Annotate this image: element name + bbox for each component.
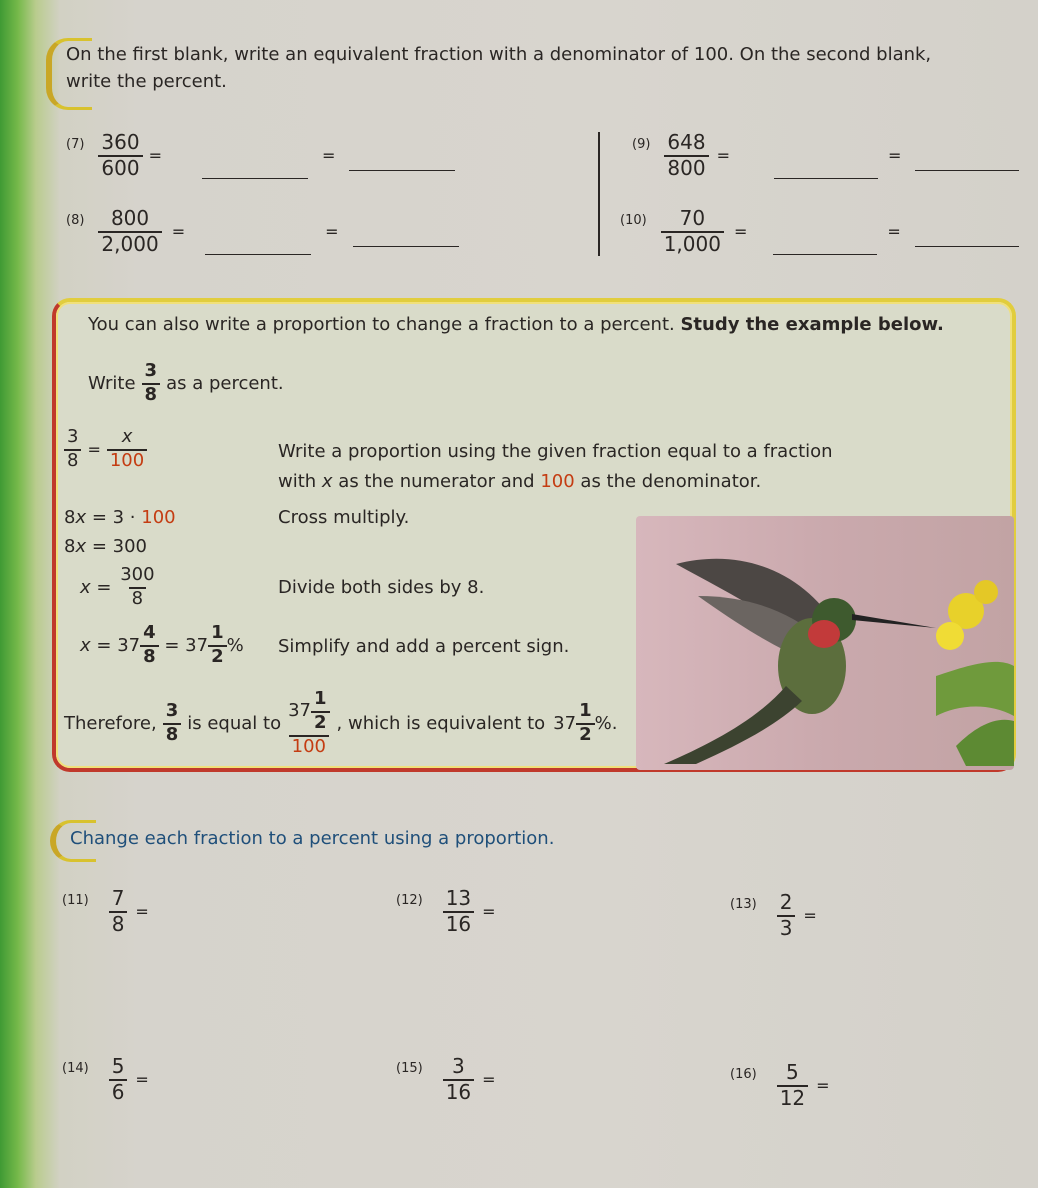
numerator: 3 [165,699,179,721]
fraction [661,208,724,255]
numerator: 7 [111,886,125,910]
fraction [107,428,147,471]
numerator: 5 [786,1060,799,1084]
numerator: x [121,426,133,447]
step3-equation: 8x = 300 [64,536,147,557]
problem-label: (8) [66,213,85,228]
equals-sign: = [816,1076,830,1095]
complex-fraction: 37 $\frac{1}{2}$ 100 [285,690,332,757]
equals-sign: = [803,906,817,925]
equals-sign: = [135,1070,149,1089]
answer-blank-percent[interactable] [915,246,1019,247]
denominator: 2 [576,723,595,745]
answer-blank-fraction[interactable] [205,254,311,255]
fraction [140,624,159,667]
problem-label: (16) [730,1067,757,1082]
intro-text: You can also write a proportion to change a fraction to a percent. [88,314,681,335]
conclusion: Therefore, $\frac{3}{8}$ is equal to 37 $\frac{1}{2}$ 100 , which is equivalent to 37 $\frac{1}{2}$ %. [64,688,618,757]
numerator: 2 [779,890,793,914]
equals-sign: = [325,222,339,241]
denominator: 800 [664,155,708,179]
answer-blank-percent[interactable] [353,246,459,247]
fraction [117,566,157,609]
problem-label: (12) [396,893,423,908]
instruction-line2: write the percent. [66,71,227,92]
fraction [576,699,595,745]
instruction-section1 [66,44,1026,92]
example-prompt [88,362,284,405]
denominator: 8 [64,449,81,471]
fraction [163,699,182,745]
step1-description [278,437,833,497]
denominator: 8 [142,383,161,405]
denominator: 1,000 [661,231,724,255]
answer-blank-fraction[interactable] [774,178,878,179]
problem-8 [66,208,459,255]
denominator: 2 [208,645,227,667]
example-intro [88,314,944,335]
numerator: 300 [120,564,155,585]
numerator: 360 [101,130,140,154]
fraction [664,132,708,179]
problem-15 [396,1056,496,1103]
answer-blank-fraction[interactable] [202,178,308,179]
numerator: 1 [211,622,224,643]
equals-sign: = [888,146,902,165]
step4-description: Divide both sides by 8. [278,577,485,598]
step5-description: Simplify and add a percent sign. [278,636,570,657]
problem-14 [62,1056,149,1103]
column-divider [598,132,600,256]
step2-description: Cross multiply. [278,507,410,528]
numerator: 3 [67,426,79,447]
problem-16 [730,1062,830,1109]
hummingbird-photo [636,516,1014,770]
fraction [443,1056,474,1103]
denominator: 8 [129,587,146,609]
fraction [142,362,161,405]
fraction [98,208,161,255]
problem-label: (10) [620,213,647,228]
denominator: 16 [443,911,474,935]
problem-13 [730,892,817,939]
equals-sign: = [135,902,149,921]
equals-sign: = [887,222,901,241]
answer-blank-percent[interactable] [915,170,1019,171]
fraction [98,132,142,179]
equals-sign: = [733,222,748,241]
step4-equation: x = $\frac{300}{8}$ [80,566,158,609]
denominator: 6 [109,1079,128,1103]
fraction [109,1056,128,1103]
problem-label: (7) [66,137,85,152]
denominator: 16 [443,1079,474,1103]
write-word: Write [88,372,136,394]
numerator: 3 [144,360,158,381]
denominator: 8 [140,645,159,667]
problem-label: (15) [396,1061,423,1076]
desc-line1: Write a proportion using the given fraction equal to a fraction [278,441,833,462]
fraction [208,624,227,667]
desc-line2: with x as the numerator and 100 as the denominator. [278,471,762,492]
equals-sign: = [482,902,496,921]
fraction [777,892,796,939]
numerator: 1 [579,699,592,721]
numerator: 13 [445,886,472,910]
numerator: 4 [143,622,156,643]
step5-equation: x = 37 $\frac{4}{8}$ = 37 $\frac{1}{2}$ % [80,622,244,667]
answer-blank-fraction[interactable] [773,254,877,255]
problem-9 [632,132,1019,179]
equals-sign: = [322,146,336,165]
denominator: 12 [777,1085,808,1109]
denominator: 8 [163,723,182,745]
equals-sign: = [482,1070,496,1089]
denominator: 600 [98,155,142,179]
instruction-line1: On the first blank, write an equivalent fraction with a denominator of 100. On the second blank, [66,44,932,65]
fraction [777,1062,808,1109]
denominator: 2,000 [98,231,161,255]
instruction-section2: Change each fraction to a percent using a proportion. [70,828,555,849]
step2-equation: 8x = 3 · 100 [64,507,176,528]
problem-11 [62,888,149,935]
denominator: 100 [107,449,147,471]
problem-7 [66,132,455,179]
intro-bold-text: Study the example below. [680,314,944,335]
problem-label: (13) [730,897,757,912]
problem-label: (14) [62,1061,89,1076]
fraction [64,428,81,471]
equals-sign: = [716,146,731,165]
numerator: 800 [110,206,150,230]
denominator: 8 [109,911,128,935]
fraction [109,888,128,935]
problem-10 [620,208,1019,255]
problem-12 [396,888,496,935]
numerator: 3 [452,1054,465,1078]
equals-sign: = [171,222,186,241]
denominator: 3 [777,915,796,939]
numerator: 70 [679,206,706,230]
answer-blank-percent[interactable] [349,170,455,171]
problem-label: (9) [632,137,651,152]
write-rest: as a percent. [166,372,284,394]
equals-sign: = [148,146,163,165]
numerator: 648 [667,130,706,154]
problem-label: (11) [62,893,89,908]
numerator: 5 [111,1054,125,1078]
fraction [443,888,474,935]
step1-equation: $\frac{3}{8}$ = $\frac{x}{100}$ [64,428,147,471]
